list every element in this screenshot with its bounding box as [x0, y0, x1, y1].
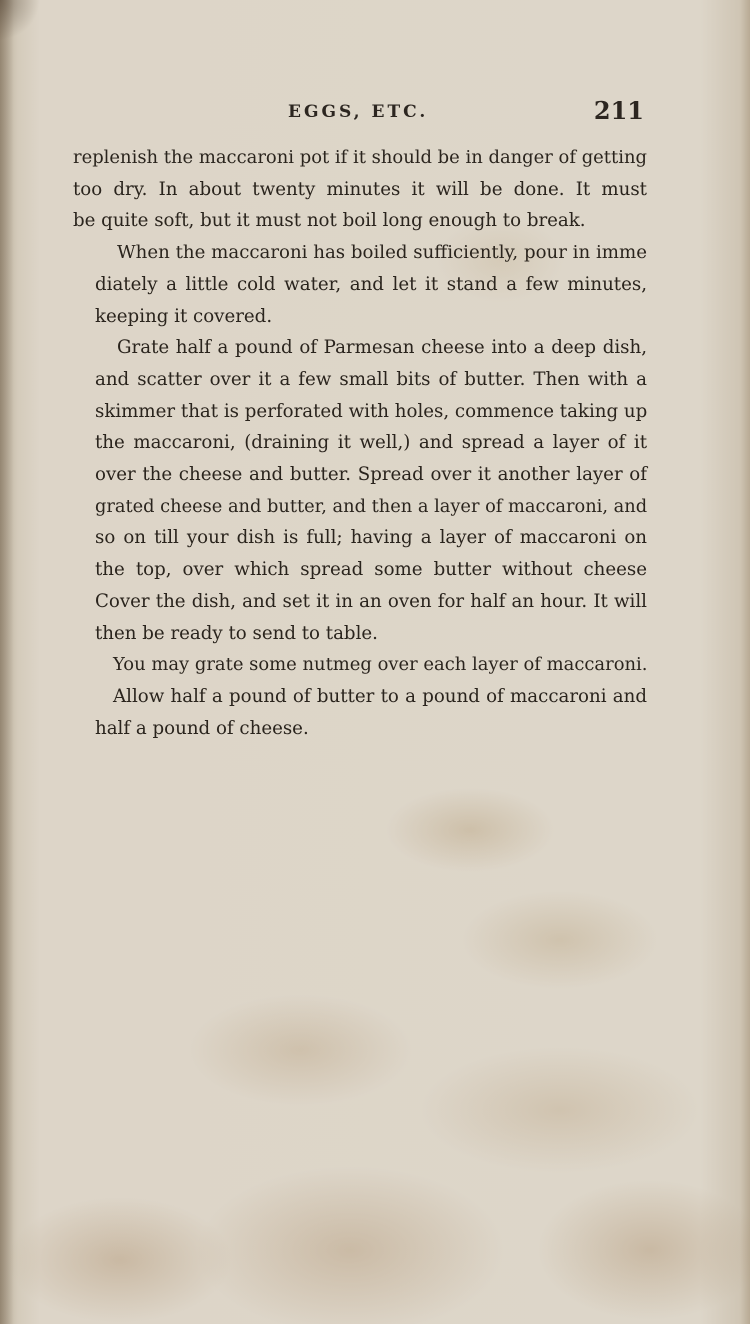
- text-line: Cover the dish, and set it in an oven for half an hour. It will: [95, 590, 647, 612]
- text-line: When the maccaroni has boiled sufficiently, pour in imme: [117, 242, 647, 264]
- paragraph: [73, 142, 647, 237]
- text-line: Allow half a pound of butter to a pound of maccaroni and: [113, 685, 647, 707]
- text-line: then be ready to send to table.: [95, 622, 378, 644]
- text-line: grated cheese and butter, and then a layer of maccaroni, and: [95, 495, 648, 517]
- paragraph: [73, 332, 647, 649]
- paragraph: [73, 237, 647, 332]
- text-line: over the cheese and butter. Spread over it another layer of: [95, 464, 647, 486]
- text-line: be quite soft, but it must not boil long enough to break.: [73, 210, 586, 232]
- text-line: too dry. In about twenty minutes it will be done. It must: [73, 178, 647, 200]
- corner-shadow: [0, 0, 40, 40]
- text-line: Grate half a pound of Parmesan cheese into a deep dish,: [117, 337, 647, 359]
- text-line: half a pound of cheese.: [95, 717, 309, 739]
- text-line: so on till your dish is full; having a layer of maccaroni on: [95, 527, 647, 549]
- text-line: and scatter over it a few small bits of butter. Then with a: [95, 368, 647, 390]
- text-line: replenish the maccaroni pot if it should be in danger of getting: [73, 147, 647, 168]
- text-line: You may grate some nutmeg over each layer of maccaroni.: [113, 654, 648, 676]
- text-line: the maccaroni, (draining it well,) and spread a layer of it: [95, 432, 647, 454]
- text-line: keeping it covered.: [95, 305, 273, 327]
- text-line: diately a little cold water, and let it stand a few minutes,: [95, 273, 647, 295]
- page-number: 211: [593, 96, 644, 125]
- body-text: [73, 142, 647, 744]
- paragraph: [73, 649, 647, 681]
- paragraph: [73, 681, 647, 744]
- spine-shadow: [0, 0, 14, 1324]
- page-header: [0, 96, 750, 130]
- text-line: skimmer that is perforated with holes, commence taking up: [95, 400, 648, 422]
- text-line: the top, over which spread some butter without cheese: [95, 559, 647, 581]
- running-head: EGGS, ETC.: [288, 102, 429, 122]
